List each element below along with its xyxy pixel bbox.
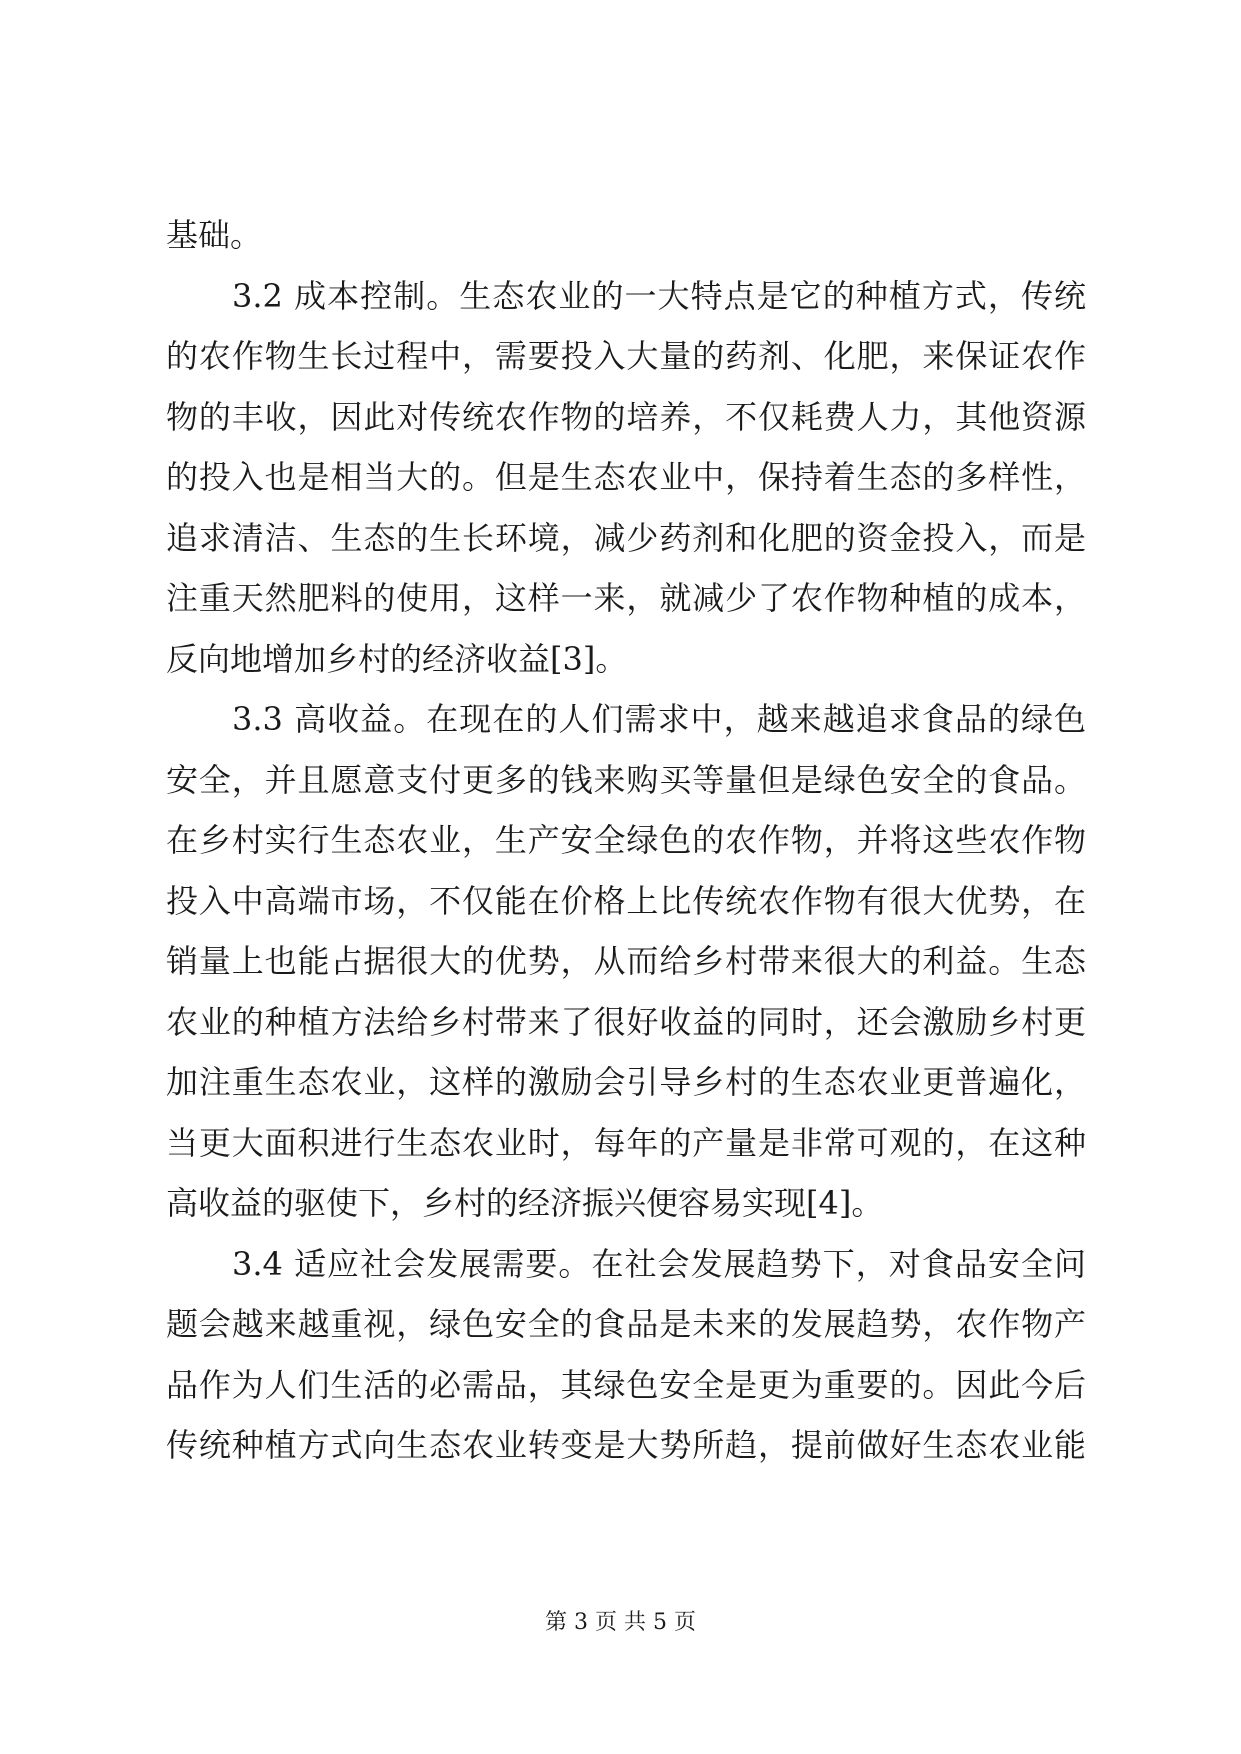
text-line: 注重天然肥料的使用，这样一来，就减少了农作物种植的成本， [166, 579, 1086, 617]
text-line: 的农作物生长过程中，需要投入大量的药剂、化肥，来保证农作 [166, 337, 1086, 375]
page-footer: 第 3 页 共 5 页 [545, 1610, 696, 1635]
text-line: 高收益的驱使下，乡村的经济振兴便容易实现[4]。 [166, 1184, 884, 1222]
text-line: 加注重生态农业，这样的激励会引导乡村的生态农业更普遍化， [166, 1063, 1086, 1101]
text-line: 追求清洁、生态的生长环境，减少药剂和化肥的资金投入，而是 [166, 518, 1086, 557]
text-line: 在乡村实行生态农业，生产安全绿色的农作物，并将这些农作物 [166, 821, 1086, 859]
text-line: 3.4 适应社会发展需要。在社会发展趋势下，对食品安全问 [232, 1244, 1086, 1283]
text-line: 反向地增加乡村的经济收益[3]。 [166, 639, 628, 678]
text-line: 品作为人们生活的必需品，其绿色安全是更为重要的。因此今后 [166, 1365, 1086, 1404]
text-line: 投入中高端市场，不仅能在价格上比传统农作物有很大优势，在 [166, 881, 1086, 920]
text-line: 3.2 成本控制。生态农业的一大特点是它的种植方式，传统 [232, 276, 1086, 315]
text-line: 安全，并且愿意支付更多的钱来购买等量但是绿色安全的食品。 [166, 760, 1086, 799]
text-line: 传统种植方式向生态农业转变是大势所趋，提前做好生态农业能 [166, 1426, 1086, 1464]
body-text [166, 205, 1086, 1476]
text-line: 农业的种植方法给乡村带来了很好收益的同时，还会激励乡村更 [166, 1002, 1086, 1041]
text-line: 题会越来越重视，绿色安全的食品是未来的发展趋势，农作物产 [166, 1305, 1086, 1343]
text-line: 物的丰收，因此对传统农作物的培养，不仅耗费人力，其他资源 [166, 397, 1086, 436]
text-line: 3.3 高收益。在现在的人们需求中，越来越追求食品的绿色 [232, 700, 1086, 738]
text-line: 基础。 [166, 216, 263, 254]
text-line: 当更大面积进行生态农业时，每年的产量是非常可观的，在这种 [166, 1123, 1086, 1162]
text-line: 销量上也能占据很大的优势，从而给乡村带来很大的利益。生态 [166, 942, 1086, 980]
text-line: 的投入也是相当大的。但是生态农业中，保持着生态的多样性， [166, 458, 1086, 496]
